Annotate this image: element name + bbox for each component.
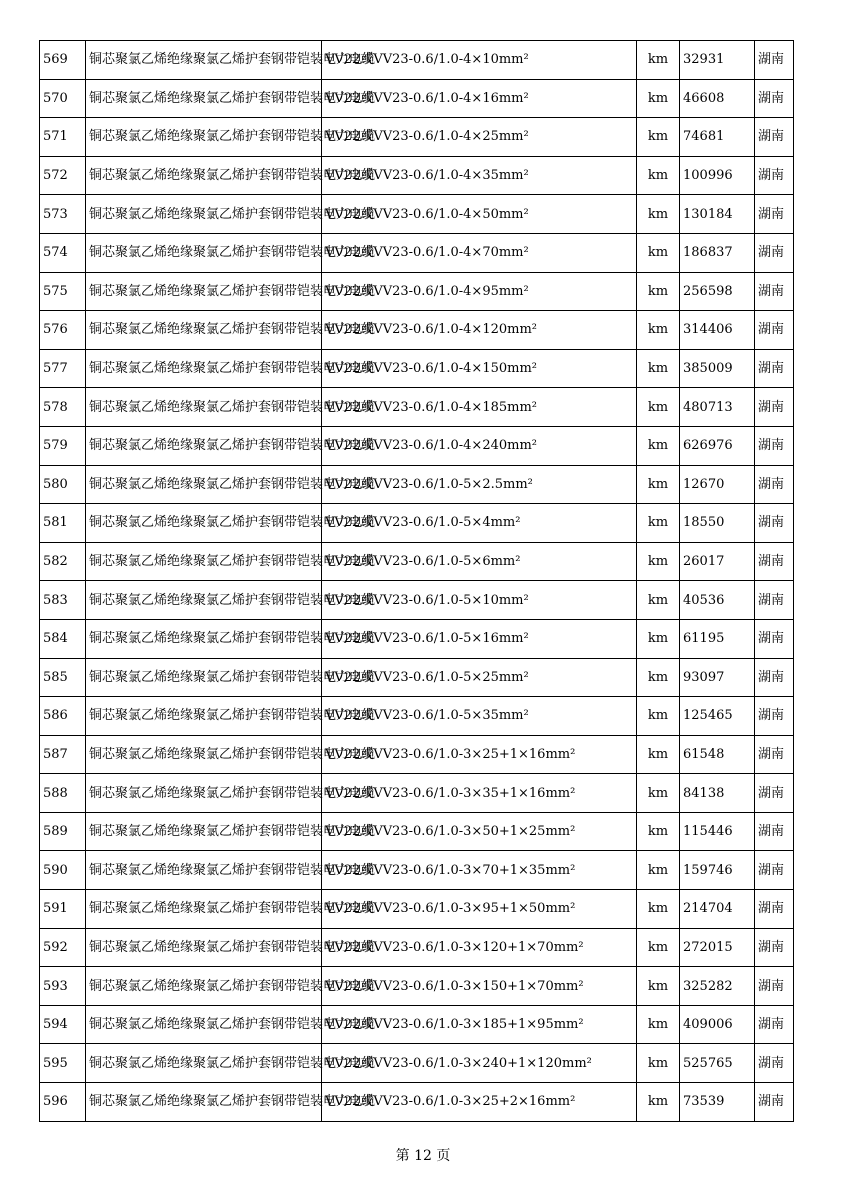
price-cell: 159746 (680, 851, 755, 890)
region-cell: 湖南 (755, 233, 794, 272)
row-number: 573 (40, 195, 86, 234)
product-spec: VV22或VV23-0.6/1.0-5×25mm² (322, 658, 637, 697)
product-name: 铜芯聚氯乙烯绝缘聚氯乙烯护套钢带铠装电力电缆 (86, 1005, 322, 1044)
table-row (40, 41, 794, 80)
product-spec: VV22或VV23-0.6/1.0-5×16mm² (322, 619, 637, 658)
price-cell: 480713 (680, 388, 755, 427)
product-spec: VV22或VV23-0.6/1.0-4×25mm² (322, 118, 637, 157)
unit-cell: km (637, 890, 680, 929)
region-cell: 湖南 (755, 79, 794, 118)
unit-cell: km (637, 504, 680, 543)
product-spec: VV22或VV23-0.6/1.0-3×25+2×16mm² (322, 1083, 637, 1122)
row-number: 594 (40, 1005, 86, 1044)
price-cell: 46608 (680, 79, 755, 118)
region-cell: 湖南 (755, 388, 794, 427)
region-cell: 湖南 (755, 1005, 794, 1044)
product-name: 铜芯聚氯乙烯绝缘聚氯乙烯护套钢带铠装电力电缆 (86, 542, 322, 581)
unit-cell: km (637, 272, 680, 311)
unit-cell: km (637, 118, 680, 157)
table-row (40, 851, 794, 890)
price-cell: 100996 (680, 156, 755, 195)
price-table (39, 40, 794, 1122)
row-number: 585 (40, 658, 86, 697)
unit-cell: km (637, 1083, 680, 1122)
region-cell: 湖南 (755, 735, 794, 774)
row-number: 587 (40, 735, 86, 774)
product-name: 铜芯聚氯乙烯绝缘聚氯乙烯护套钢带铠装电力电缆 (86, 928, 322, 967)
unit-cell: km (637, 658, 680, 697)
unit-cell: km (637, 812, 680, 851)
row-number: 586 (40, 697, 86, 736)
row-number: 571 (40, 118, 86, 157)
product-name: 铜芯聚氯乙烯绝缘聚氯乙烯护套钢带铠装电力电缆 (86, 118, 322, 157)
product-spec: VV22或VV23-0.6/1.0-3×25+1×16mm² (322, 735, 637, 774)
product-spec: VV22或VV23-0.6/1.0-3×185+1×95mm² (322, 1005, 637, 1044)
unit-cell: km (637, 774, 680, 813)
unit-cell: km (637, 1005, 680, 1044)
region-cell: 湖南 (755, 851, 794, 890)
unit-cell: km (637, 311, 680, 350)
table-row (40, 504, 794, 543)
product-spec: VV22或VV23-0.6/1.0-4×70mm² (322, 233, 637, 272)
product-spec: VV22或VV23-0.6/1.0-5×4mm² (322, 504, 637, 543)
product-name: 铜芯聚氯乙烯绝缘聚氯乙烯护套钢带铠装电力电缆 (86, 465, 322, 504)
price-cell: 325282 (680, 967, 755, 1006)
unit-cell: km (637, 349, 680, 388)
product-name: 铜芯聚氯乙烯绝缘聚氯乙烯护套钢带铠装电力电缆 (86, 1083, 322, 1122)
price-cell: 186837 (680, 233, 755, 272)
unit-cell: km (637, 619, 680, 658)
row-number: 584 (40, 619, 86, 658)
product-name: 铜芯聚氯乙烯绝缘聚氯乙烯护套钢带铠装电力电缆 (86, 233, 322, 272)
product-spec: VV22或VV23-0.6/1.0-4×185mm² (322, 388, 637, 427)
price-cell: 26017 (680, 542, 755, 581)
region-cell: 湖南 (755, 542, 794, 581)
row-number: 591 (40, 890, 86, 929)
product-name: 铜芯聚氯乙烯绝缘聚氯乙烯护套钢带铠装电力电缆 (86, 658, 322, 697)
product-name: 铜芯聚氯乙烯绝缘聚氯乙烯护套钢带铠装电力电缆 (86, 388, 322, 427)
region-cell: 湖南 (755, 890, 794, 929)
product-name: 铜芯聚氯乙烯绝缘聚氯乙烯护套钢带铠装电力电缆 (86, 272, 322, 311)
price-cell: 61548 (680, 735, 755, 774)
product-name: 铜芯聚氯乙烯绝缘聚氯乙烯护套钢带铠装电力电缆 (86, 774, 322, 813)
unit-cell: km (637, 79, 680, 118)
product-spec: VV22或VV23-0.6/1.0-4×10mm² (322, 41, 637, 80)
unit-cell: km (637, 156, 680, 195)
price-cell: 409006 (680, 1005, 755, 1044)
table-row (40, 79, 794, 118)
table-row (40, 774, 794, 813)
product-spec: VV22或VV23-0.6/1.0-4×240mm² (322, 426, 637, 465)
row-number: 582 (40, 542, 86, 581)
unit-cell: km (637, 928, 680, 967)
price-cell: 12670 (680, 465, 755, 504)
product-name: 铜芯聚氯乙烯绝缘聚氯乙烯护套钢带铠装电力电缆 (86, 967, 322, 1006)
table-row (40, 311, 794, 350)
table-row (40, 156, 794, 195)
price-cell: 73539 (680, 1083, 755, 1122)
row-number: 581 (40, 504, 86, 543)
table-body (40, 41, 794, 1122)
row-number: 588 (40, 774, 86, 813)
product-spec: VV22或VV23-0.6/1.0-5×35mm² (322, 697, 637, 736)
row-number: 596 (40, 1083, 86, 1122)
price-cell: 84138 (680, 774, 755, 813)
region-cell: 湖南 (755, 465, 794, 504)
region-cell: 湖南 (755, 41, 794, 80)
product-name: 铜芯聚氯乙烯绝缘聚氯乙烯护套钢带铠装电力电缆 (86, 697, 322, 736)
table-row (40, 388, 794, 427)
table-row (40, 1044, 794, 1083)
product-spec: VV22或VV23-0.6/1.0-5×6mm² (322, 542, 637, 581)
unit-cell: km (637, 967, 680, 1006)
product-name: 铜芯聚氯乙烯绝缘聚氯乙烯护套钢带铠装电力电缆 (86, 79, 322, 118)
table-row (40, 928, 794, 967)
unit-cell: km (637, 735, 680, 774)
product-name: 铜芯聚氯乙烯绝缘聚氯乙烯护套钢带铠装电力电缆 (86, 812, 322, 851)
unit-cell: km (637, 851, 680, 890)
price-cell: 385009 (680, 349, 755, 388)
row-number: 574 (40, 233, 86, 272)
product-spec: VV22或VV23-0.6/1.0-5×10mm² (322, 581, 637, 620)
table-row (40, 272, 794, 311)
product-name: 铜芯聚氯乙烯绝缘聚氯乙烯护套钢带铠装电力电缆 (86, 1044, 322, 1083)
region-cell: 湖南 (755, 1083, 794, 1122)
row-number: 578 (40, 388, 86, 427)
region-cell: 湖南 (755, 697, 794, 736)
unit-cell: km (637, 426, 680, 465)
price-cell: 256598 (680, 272, 755, 311)
price-cell: 93097 (680, 658, 755, 697)
unit-cell: km (637, 233, 680, 272)
product-spec: VV22或VV23-0.6/1.0-4×35mm² (322, 156, 637, 195)
table-row (40, 658, 794, 697)
unit-cell: km (637, 195, 680, 234)
table-row (40, 890, 794, 929)
product-name: 铜芯聚氯乙烯绝缘聚氯乙烯护套钢带铠装电力电缆 (86, 156, 322, 195)
table-row (40, 735, 794, 774)
product-spec: VV22或VV23-0.6/1.0-3×50+1×25mm² (322, 812, 637, 851)
table-row (40, 465, 794, 504)
price-cell: 130184 (680, 195, 755, 234)
price-cell: 272015 (680, 928, 755, 967)
row-number: 579 (40, 426, 86, 465)
product-name: 铜芯聚氯乙烯绝缘聚氯乙烯护套钢带铠装电力电缆 (86, 735, 322, 774)
product-name: 铜芯聚氯乙烯绝缘聚氯乙烯护套钢带铠装电力电缆 (86, 504, 322, 543)
region-cell: 湖南 (755, 426, 794, 465)
product-spec: VV22或VV23-0.6/1.0-4×50mm² (322, 195, 637, 234)
row-number: 590 (40, 851, 86, 890)
price-cell: 626976 (680, 426, 755, 465)
region-cell: 湖南 (755, 967, 794, 1006)
region-cell: 湖南 (755, 581, 794, 620)
page-number: 第 12 页 (395, 1148, 451, 1164)
product-spec: VV22或VV23-0.6/1.0-4×16mm² (322, 79, 637, 118)
product-name: 铜芯聚氯乙烯绝缘聚氯乙烯护套钢带铠装电力电缆 (86, 426, 322, 465)
product-spec: VV22或VV23-0.6/1.0-3×70+1×35mm² (322, 851, 637, 890)
product-spec: VV22或VV23-0.6/1.0-4×120mm² (322, 311, 637, 350)
region-cell: 湖南 (755, 156, 794, 195)
product-name: 铜芯聚氯乙烯绝缘聚氯乙烯护套钢带铠装电力电缆 (86, 349, 322, 388)
price-cell: 32931 (680, 41, 755, 80)
row-number: 580 (40, 465, 86, 504)
unit-cell: km (637, 581, 680, 620)
product-spec: VV22或VV23-0.6/1.0-3×95+1×50mm² (322, 890, 637, 929)
product-spec: VV22或VV23-0.6/1.0-3×35+1×16mm² (322, 774, 637, 813)
region-cell: 湖南 (755, 619, 794, 658)
unit-cell: km (637, 388, 680, 427)
unit-cell: km (637, 697, 680, 736)
product-spec: VV22或VV23-0.6/1.0-5×2.5mm² (322, 465, 637, 504)
price-cell: 125465 (680, 697, 755, 736)
table-row (40, 697, 794, 736)
product-spec: VV22或VV23-0.6/1.0-4×150mm² (322, 349, 637, 388)
table-row (40, 581, 794, 620)
region-cell: 湖南 (755, 812, 794, 851)
price-cell: 314406 (680, 311, 755, 350)
price-cell: 214704 (680, 890, 755, 929)
product-spec: VV22或VV23-0.6/1.0-3×120+1×70mm² (322, 928, 637, 967)
row-number: 583 (40, 581, 86, 620)
region-cell: 湖南 (755, 311, 794, 350)
region-cell: 湖南 (755, 118, 794, 157)
region-cell: 湖南 (755, 504, 794, 543)
product-name: 铜芯聚氯乙烯绝缘聚氯乙烯护套钢带铠装电力电缆 (86, 41, 322, 80)
unit-cell: km (637, 1044, 680, 1083)
price-cell: 18550 (680, 504, 755, 543)
region-cell: 湖南 (755, 774, 794, 813)
price-cell: 40536 (680, 581, 755, 620)
table-row (40, 1005, 794, 1044)
table-row (40, 1083, 794, 1122)
table-row (40, 426, 794, 465)
product-name: 铜芯聚氯乙烯绝缘聚氯乙烯护套钢带铠装电力电缆 (86, 195, 322, 234)
unit-cell: km (637, 542, 680, 581)
product-spec: VV22或VV23-0.6/1.0-4×95mm² (322, 272, 637, 311)
product-name: 铜芯聚氯乙烯绝缘聚氯乙烯护套钢带铠装电力电缆 (86, 311, 322, 350)
unit-cell: km (637, 465, 680, 504)
price-cell: 525765 (680, 1044, 755, 1083)
product-name: 铜芯聚氯乙烯绝缘聚氯乙烯护套钢带铠装电力电缆 (86, 581, 322, 620)
table-row (40, 118, 794, 157)
region-cell: 湖南 (755, 272, 794, 311)
price-cell: 115446 (680, 812, 755, 851)
row-number: 593 (40, 967, 86, 1006)
table-row (40, 542, 794, 581)
unit-cell: km (637, 41, 680, 80)
table-row (40, 349, 794, 388)
product-name: 铜芯聚氯乙烯绝缘聚氯乙烯护套钢带铠装电力电缆 (86, 851, 322, 890)
row-number: 570 (40, 79, 86, 118)
region-cell: 湖南 (755, 1044, 794, 1083)
product-name: 铜芯聚氯乙烯绝缘聚氯乙烯护套钢带铠装电力电缆 (86, 890, 322, 929)
region-cell: 湖南 (755, 195, 794, 234)
row-number: 572 (40, 156, 86, 195)
table-row (40, 195, 794, 234)
row-number: 576 (40, 311, 86, 350)
row-number: 575 (40, 272, 86, 311)
row-number: 592 (40, 928, 86, 967)
region-cell: 湖南 (755, 658, 794, 697)
product-name: 铜芯聚氯乙烯绝缘聚氯乙烯护套钢带铠装电力电缆 (86, 619, 322, 658)
region-cell: 湖南 (755, 928, 794, 967)
product-spec: VV22或VV23-0.6/1.0-3×150+1×70mm² (322, 967, 637, 1006)
table-row (40, 619, 794, 658)
table-row (40, 812, 794, 851)
row-number: 595 (40, 1044, 86, 1083)
price-cell: 61195 (680, 619, 755, 658)
price-cell: 74681 (680, 118, 755, 157)
row-number: 589 (40, 812, 86, 851)
row-number: 577 (40, 349, 86, 388)
table-row (40, 967, 794, 1006)
table-row (40, 233, 794, 272)
row-number: 569 (40, 41, 86, 80)
product-spec: VV22或VV23-0.6/1.0-3×240+1×120mm² (322, 1044, 637, 1083)
region-cell: 湖南 (755, 349, 794, 388)
